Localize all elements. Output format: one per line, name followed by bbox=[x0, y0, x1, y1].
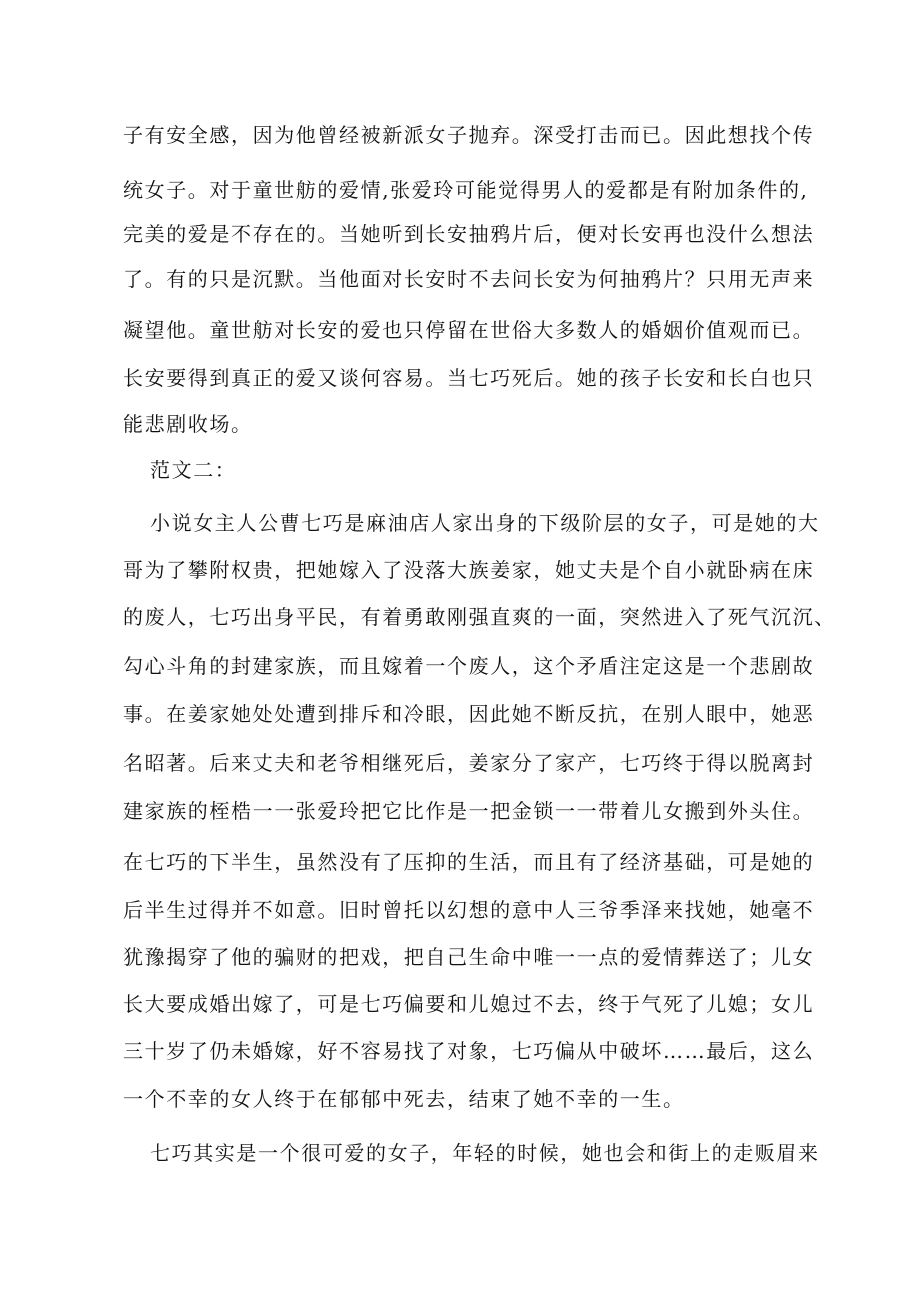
text-line: 三十岁了仍未婚嫁，好不容易找了对象，七巧偏从中破坏……最后，这么 bbox=[123, 1039, 815, 1063]
text-line: 七巧其实是一个很可爱的女子，年轻的时候，她也会和街上的走贩眉来 bbox=[150, 1141, 820, 1165]
text-line: 建家族的桎梏一一张爱玲把它比作是一把金锁一一带着儿女搬到外头住。 bbox=[123, 799, 815, 823]
text-line: 后半生过得并不如意。旧时曾托以幻想的意中人三爷季泽来找她，她毫不 bbox=[123, 898, 815, 922]
text-line: 犹豫揭穿了他的骗财的把戏，把自己生命中唯一一点的爱情葬送了；儿女 bbox=[123, 945, 815, 969]
text-line: 事。在姜家她处处遭到排斥和冷眼，因此她不断反抗，在别人眼中，她恶 bbox=[123, 702, 815, 726]
text-line: 长大要成婚出嫁了，可是七巧偏要和儿媳过不去，终于气死了儿媳；女儿 bbox=[123, 992, 815, 1016]
section-heading: 范文二： bbox=[150, 458, 237, 482]
text-line: 名昭著。后来丈夫和老爷相继死后，姜家分了家产，七巧终于得以脱离封 bbox=[123, 751, 815, 775]
text-line: 哥为了攀附权贵，把她嫁入了没落大族姜家，她丈夫是个自小就卧病在床 bbox=[123, 558, 815, 582]
text-line: 的废人，七巧出身平民，有着勇敢刚强直爽的一面，突然进入了死气沉沉、 bbox=[123, 605, 836, 629]
text-line: 长安要得到真正的爱又谈何容易。当七巧死后。她的孩子长安和长白也只 bbox=[123, 366, 815, 390]
text-line: 统女子。对于童世舫的爱情,张爱玲可能觉得男人的爱都是有附加条件的, bbox=[123, 178, 809, 202]
text-line: 完美的爱是不存在的。当她听到长安抽鸦片后，便对长安再也没什么想法 bbox=[123, 222, 815, 246]
text-line: 凝望他。童世舫对长安的爱也只停留在世俗大多数人的婚姻价值观而已。 bbox=[123, 318, 815, 342]
text-line: 小说女主人公曹七巧是麻油店人家出身的下级阶层的女子，可是她的大 bbox=[150, 511, 820, 535]
text-line: 子有安全感，因为他曾经被新派女子抛弃。深受打击而已。因此想找个传 bbox=[123, 123, 815, 147]
text-line: 在七巧的下半生，虽然没有了压抑的生活，而且有了经济基础，可是她的 bbox=[123, 850, 815, 874]
text-line: 一个不幸的女人终于在郁郁中死去，结束了她不幸的一生。 bbox=[123, 1087, 685, 1111]
text-line: 勾心斗角的封建家族，而且嫁着一个废人，这个矛盾注定这是一个悲剧故 bbox=[123, 654, 815, 678]
text-line: 能悲剧收场。 bbox=[123, 412, 253, 436]
text-line: 了。有的只是沉默。当他面对长安时不去问长安为何抽鸦片？只用无声来 bbox=[123, 267, 815, 291]
